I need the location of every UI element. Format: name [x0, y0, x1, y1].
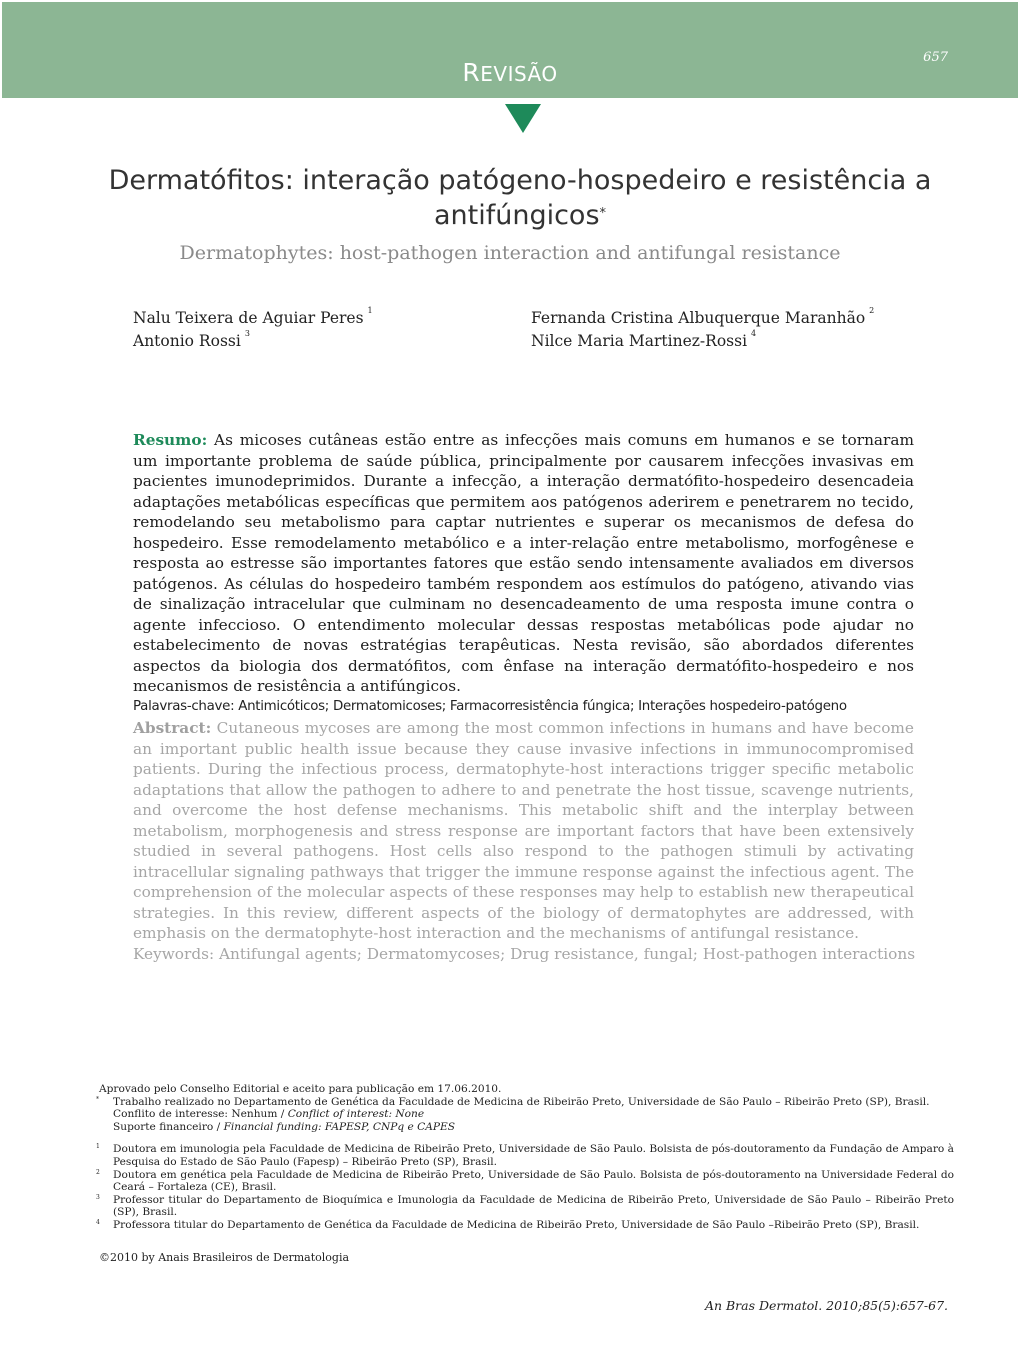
author-2: [531, 306, 875, 327]
footnote-text: Doutora em imunologia pela Faculdade de Medicina de Ribeirão Preto, Universidade de São Paulo. Bolsista de pós-doutoramento da Fundação de Amparo à Pesquisa do Estado de São Paulo (Fapesp) – Ribeirão Preto (SP), Brasil.: [113, 1143, 954, 1168]
author-name: Fernanda Cristina Albuquerque Maranhão: [531, 309, 866, 327]
author-mark: 4: [751, 329, 757, 338]
author-mark: 1: [367, 306, 373, 315]
keywords-pt: Palavras-chave: Antimicóticos; Dermatomicoses; Farmacorresistência fúngica; Interações hospedeiro-patógeno: [133, 698, 847, 714]
page-number: 657: [923, 50, 948, 65]
author-mark: 2: [869, 306, 875, 315]
article-title-text: Dermatófitos: interação patógeno-hospedeiro e resistência a antifúngicos: [108, 165, 932, 231]
footnote-text: Trabalho realizado no Departamento de Genética da Faculdade de Medicina de Ribeirão Preto, Universidade de São Paulo – Ribeirão Preto (SP), Brasil.: [113, 1095, 930, 1108]
article-title: [80, 163, 960, 233]
abstract-pt-body: [133, 430, 914, 697]
footnote-mark: 1: [96, 1143, 100, 1151]
footnote-mark: *: [96, 1095, 99, 1103]
abstract-english: [133, 718, 914, 964]
conflict-en: Conflict of interest: None: [287, 1108, 425, 1121]
author-4: [531, 329, 757, 350]
abstract-pt-text: As micoses cutâneas estão entre as infecções mais comuns em humanos e se tornaram um importante problema de saúde pública, principalmente por causarem infecções invasivas em pacientes imunodeprimidos. Durante a infecção, a interação dermatófito-hospedeiro desencadeia adaptações metabólicas específicas que permitem aos patógenos aderirem e penetrarem no tecido, remodelando seu metabolismo para captar nutrientes e superar os mecanismos de defesa do hospedeiro. Esse remodelamento metabólico e a inter-relação entre metabolismo, morfogênese e resposta ao estresse são importantes fatores que estão sendo intensamente avaliados em diversos patógenos. As células do hospedeiro também respondem aos estímulos do patógeno, ativando vias de sinalização intracelular que culminam no desencadeamento de uma resposta imune contra o agente infeccioso. O entendimento molecular dessas respostas metabólicas pode ajudar no estabelecimento de novas estratégias terapêuticas. Nesta revisão, são abordados diferentes aspectos da biologia dos dermatófitos, com ênfase na interação dermatófito-hospedeiro e nos mecanismos de resistência a antifúngicos.: [133, 431, 914, 695]
footnote-mark: 4: [96, 1218, 100, 1226]
footnote-approved: Aprovado pelo Conselho Editorial e aceito para publicação em 17.06.2010.: [99, 1083, 502, 1095]
title-footnote-mark: *: [599, 206, 607, 221]
journal-citation: An Bras Dermatol. 2010;85(5):657-67.: [704, 1298, 948, 1313]
article-title-english: Dermatophytes: host-pathogen interaction and antifungal resistance: [179, 242, 841, 264]
footnote-conflict: [96, 1108, 954, 1121]
footnote-mark: 3: [96, 1193, 100, 1201]
copyright: ©2010 by Anais Brasileiros de Dermatologia: [99, 1251, 350, 1264]
abstract-en-body: [133, 718, 914, 944]
author-name: Nalu Teixera de Aguiar Peres: [133, 309, 364, 327]
section-marker-triangle-icon: [505, 104, 541, 133]
keywords-en: Keywords: Antifungal agents; Dermatomycoses; Drug resistance, fungal; Host-pathogen interactions: [133, 944, 916, 963]
footnote-affiliation-4: [96, 1219, 954, 1232]
section-label-rest: EVISÃO: [480, 62, 558, 86]
funding-pt: Suporte financeiro /: [113, 1120, 224, 1133]
footnote-text: Professor titular do Departamento de Bioquímica e Imunologia da Faculdade de Medicina de Ribeirão Preto, Universidade de São Paulo – Ribeirão Preto (SP), Brasil.: [113, 1193, 954, 1219]
footnote-affiliation-2: [96, 1169, 954, 1194]
abstract-pt-label: Resumo:: [133, 431, 208, 449]
abstract-portuguese: [133, 430, 914, 717]
conflict-pt: Conflito de interesse: Nenhum /: [113, 1108, 288, 1121]
author-mark: 3: [244, 329, 250, 338]
section-label: [0, 58, 1020, 87]
funding-en: Financial funding: FAPESP, CNPq e CAPES: [223, 1120, 456, 1133]
abstract-en-text: Cutaneous mycoses are among the most common infections in humans and have become an important public health issue because they cause invasive infections in immunocompromised patients. During the infectious process, dermatophyte-host interactions trigger specific metabolic adaptations that allow the pathogen to adhere to and penetrate the host tissue, scavenge nutrients, and overcome the host defense mechanisms. This metabolic shift and the interplay between metabolism, morphogenesis and stress response are important factors that have been extensively studied in several pathogens. Host cells also respond to the pathogen stimuli by activating intracellular signaling pathways that trigger the immune response against the infectious agent. The comprehension of the molecular aspects of these responses may help to establish new therapeutical strategies. In this review, different aspects of the biology of dermatophytes are addressed, with emphasis on the dermatophyte-host interaction and the mechanisms of antifungal resistance.: [133, 719, 914, 942]
footnote-mark: 2: [96, 1168, 100, 1176]
author-name: Antonio Rossi: [133, 332, 241, 350]
footnote-affiliation-3: [96, 1194, 954, 1219]
footnote-affiliation-1: [96, 1143, 954, 1168]
footnote-text: Professora titular do Departamento de Genética da Faculdade de Medicina de Ribeirão Preto, Universidade de São Paulo –Ribeirão Preto (SP), Brasil.: [113, 1218, 920, 1231]
footnote-work-location: [96, 1096, 954, 1109]
section-label-initial: R: [462, 58, 481, 87]
footnote-funding: [96, 1121, 954, 1134]
author-name: Nilce Maria Martinez-Rossi: [531, 332, 748, 350]
author-3: [133, 329, 250, 350]
footnote-text: Doutora em genética pela Faculdade de Medicina de Ribeirão Preto, Universidade de São Paulo. Bolsista de pós-doutoramento na Universidade Federal do Ceará – Fortaleza (CE), Brasil.: [113, 1168, 954, 1194]
author-1: [133, 306, 373, 327]
footnotes: [96, 1083, 954, 1232]
abstract-en-label: Abstract:: [133, 719, 212, 737]
